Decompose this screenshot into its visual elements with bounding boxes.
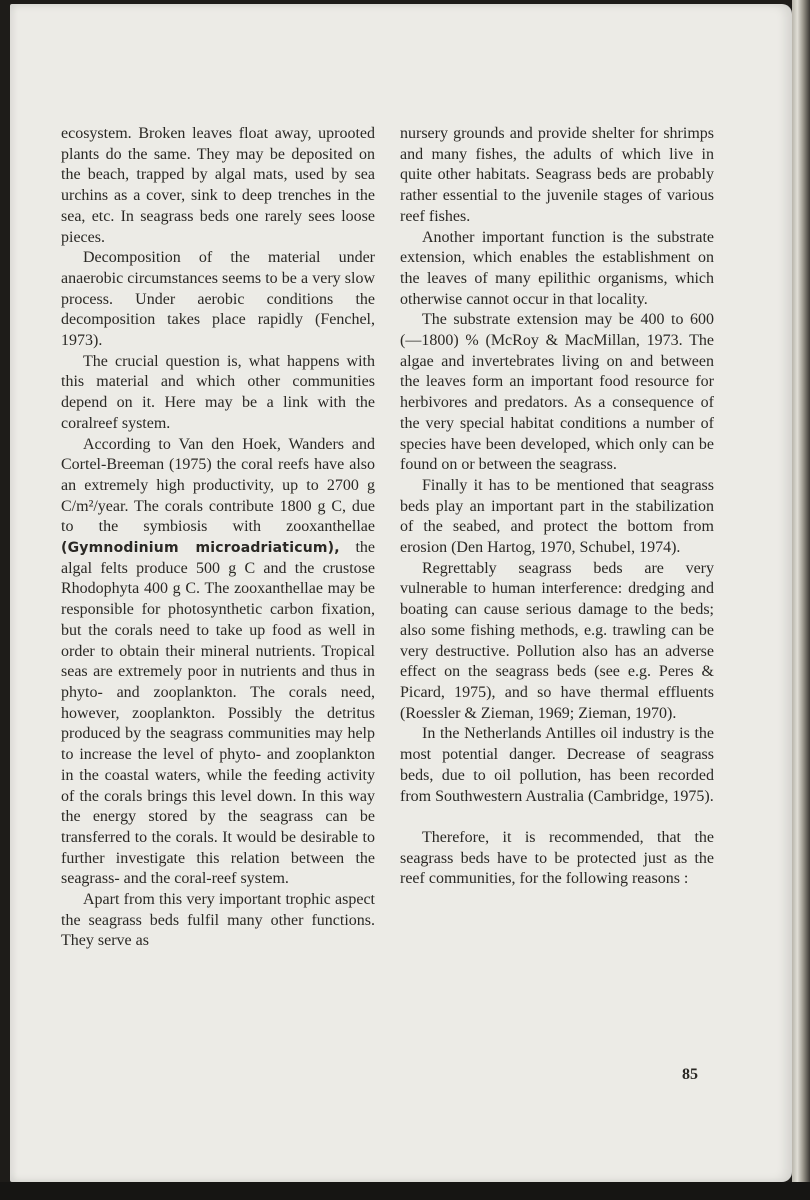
paragraph: Therefore, it is recommended, that the seagrass beds have to be protected just as the reef communities, for the following reasons : — [400, 828, 714, 888]
species-name: (Gymnodinium microadriaticum), — [61, 540, 340, 557]
page-number: 85 — [682, 1066, 698, 1083]
paragraph: The substrate extension may be 400 to 600 (—1800) % (McRoy & MacMillan, 1973. The algae and invertebrates living on and between the leaves form an important food resource for herbivores and predators. As a consequence of the very special habitat conditions a number of species have been developed, which only can be found on or between the seagrass. — [400, 311, 714, 474]
text-run: the algal felts produce 500 g C and the crustose Rhodophyta 400 g C. The zooxanthellae may be responsible for photosynthetic carbon fixation, but the corals need to take up food as well in order to obtain their mineral nutrients. Tropical seas are extremely poor in nutrients and thus in phyto- and zooplankton. The corals need, however, zooplankton. Possibly the detritus produced by the seagrass communities may help to increase the level of phyto- and zooplankton in the coastal waters, while the feeding activity of the corals brings this level down. In this way the energy stored by the seagrass can be transferred to the corals. It would be desirable to further investigate this relation between the seagrass- and the coral-reef system. — [61, 539, 376, 888]
paragraph: nursery grounds and provide shelter for shrimps and many fishes, the adults of which live in quite other habitats. Seagrass beds are probably rather essential to the juvenile stages of various reef fishes. — [400, 125, 714, 225]
paragraph: Regrettably seagrass beds are very vulnerable to human interference: dredging and boating can cause serious damage to the beds; also some fishing methods, e.g. trawling can be very destructive. Pollution also has an adverse effect on the seagrass beds (see e.g. Peres & Picard, 1975), and so have thermal effluents (Roessler & Zieman, 1969; Zieman, 1970). — [400, 559, 714, 722]
paragraph: Finally it has to be mentioned that seagrass beds play an important part in the stabilization of the seabed, and protect the bottom from erosion (Den Hartog, 1970, Schubel, 1974). — [400, 476, 714, 557]
paragraph: Apart from this very important trophic aspect the seagrass beds fulfil many other functions. They serve as — [61, 891, 375, 950]
page-edge-bottom — [0, 1182, 810, 1200]
paragraph: In the Netherlands Antilles oil industry is the most potential danger. Decrease of seagrass beds, due to oil pollution, has been recorded from Southwestern Australia (Cambridge, 1975). — [400, 725, 714, 805]
page-edge-right — [792, 0, 810, 1200]
paragraph — [61, 435, 375, 890]
paragraph: The crucial question is, what happens with this material and which other communities depend on it. Here may be a link with the coralreef system. — [61, 352, 375, 432]
paragraph: Another important function is the substrate extension, which enables the establishment on the leaves of many epilithic organisms, which otherwise cannot occur in that locality. — [400, 228, 714, 308]
left-text-column — [61, 124, 375, 952]
right-text-column — [400, 124, 714, 890]
paragraph: ecosystem. Broken leaves float away, uprooted plants do the same. They may be deposited on the beach, trapped by algal mats, used by sea urchins as a cover, sink to deep trenches in the sea, etc. In seagrass beds one rarely sees loose pieces. — [61, 125, 375, 246]
text-run: According to Van den Hoek, Wanders and Cortel-Breeman (1975) the coral reefs have also an extremely high productivity, up to 2700 g C/m²/year. The corals contribute 1800 g C, due to the symbiosis with zooxanthellae — [61, 435, 375, 536]
paragraph: Decomposition of the material under anaerobic circumstances seems to be a very slow process. Under aerobic conditions the decomposition takes place rapidly (Fenchel, 1973). — [61, 249, 375, 350]
